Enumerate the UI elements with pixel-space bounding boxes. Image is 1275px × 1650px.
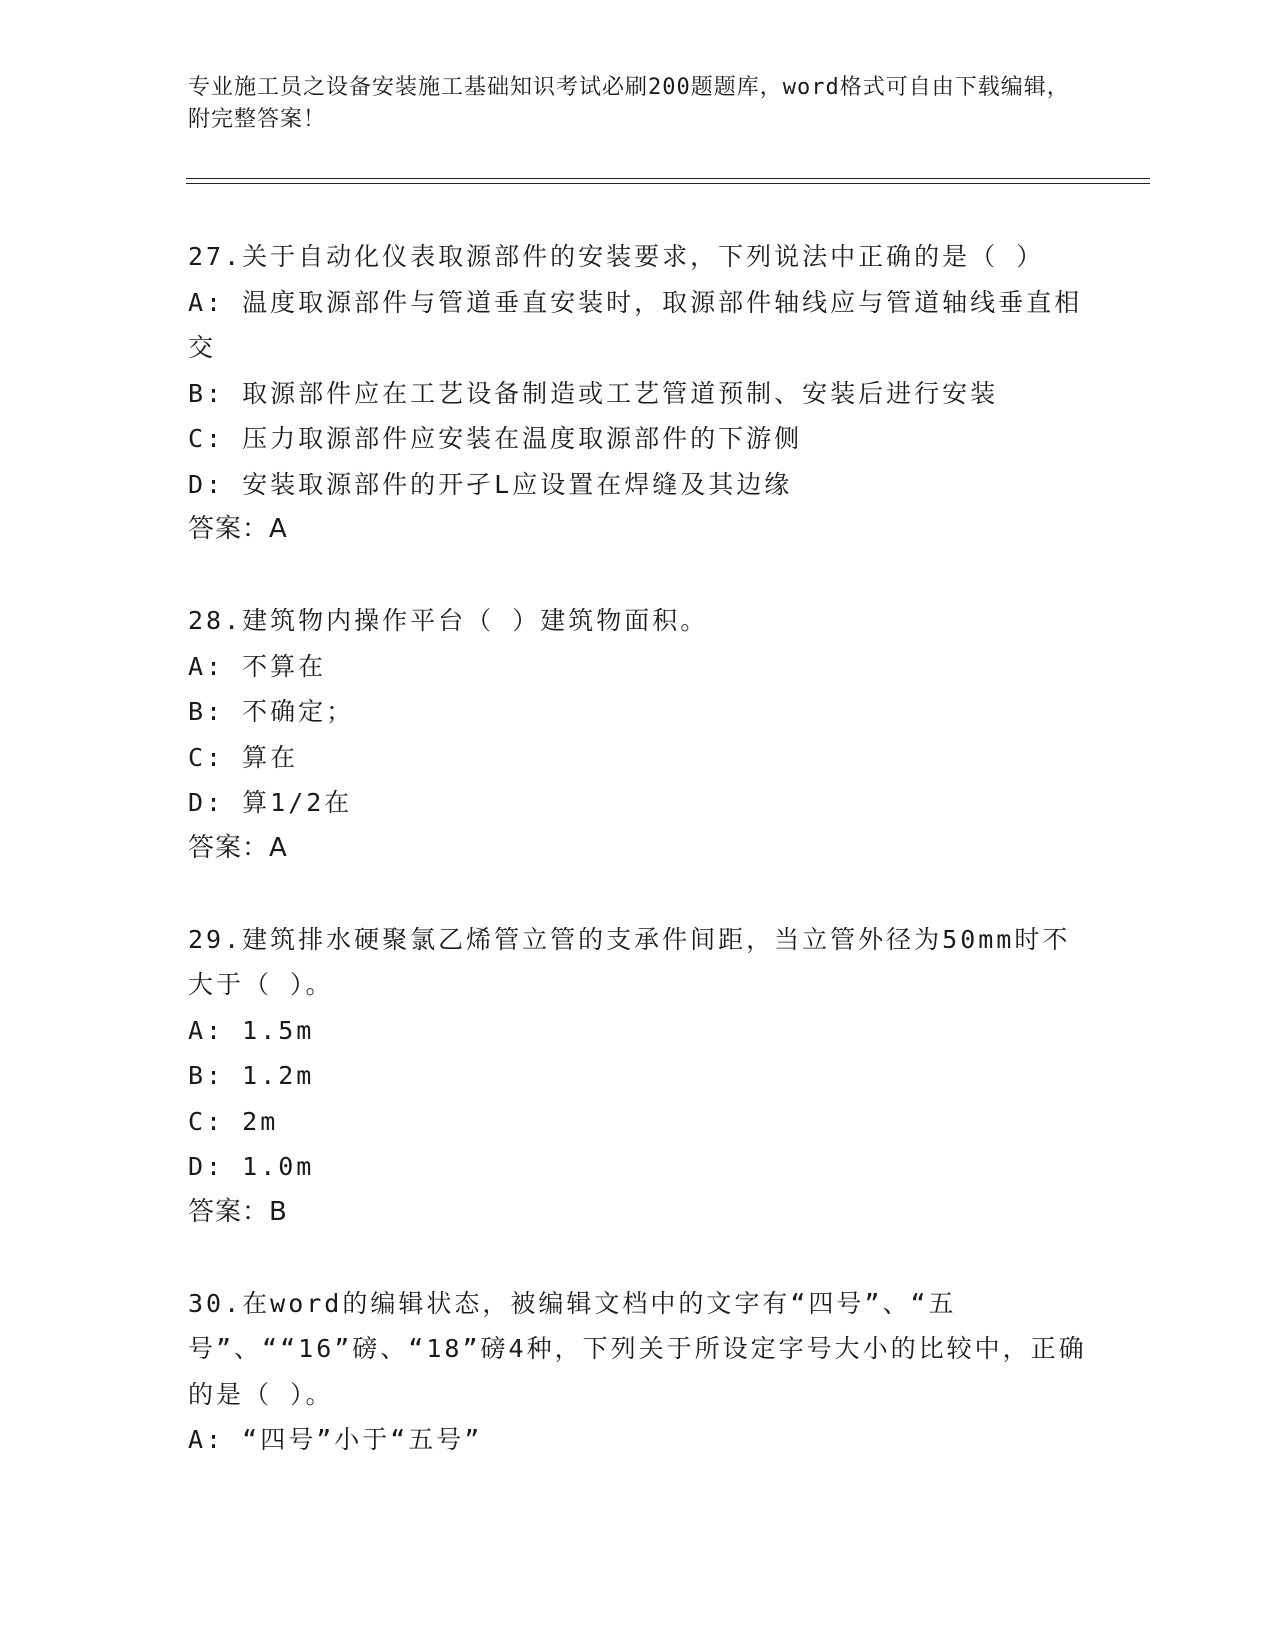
- option-c: C: 压力取源部件应安装在温度取源部件的下游侧: [188, 424, 803, 453]
- question-28: [188, 598, 1088, 917]
- option-c: C: 算在: [188, 742, 299, 772]
- option-a: A: 温度取源部件与管道垂直安装时，取源部件轴线应与管道轴线垂直相交: [188, 287, 1083, 362]
- option-b: B: 1.2m: [188, 1061, 315, 1090]
- header-rule-top: [186, 178, 1150, 179]
- question-spacer: [188, 1235, 1088, 1281]
- question-30: [188, 1281, 1088, 1463]
- header-title: 专业施工员之设备安装施工基础知识考试必刷200题题库，word格式可自由下载编辑，附完整答案！: [188, 75, 1070, 132]
- option-a: A: 不算在: [188, 651, 327, 681]
- option-b: B: 取源部件应在工艺设备制造或工艺管道预制、安装后进行安装: [188, 378, 999, 408]
- question-stem: 27.关于自动化仪表取源部件的安装要求，下列说法中正确的是（ ）: [188, 242, 1045, 271]
- option-d: D: 算1/2在: [188, 788, 353, 817]
- option-d: D: 安装取源部件的开孑L应设置在焊缝及其边缘: [188, 469, 793, 499]
- header-rule-bottom: [186, 183, 1150, 184]
- question-29: [188, 917, 1088, 1281]
- option-b: B: 不确定；: [188, 697, 355, 726]
- option-c: C: 2m: [188, 1106, 279, 1136]
- question-answer: 答案：B: [188, 1196, 288, 1227]
- option-d: D: 1.0m: [188, 1152, 315, 1181]
- question-answer: 答案：A: [188, 514, 288, 544]
- question-list: [188, 234, 1088, 1463]
- question-answer: 答案：A: [188, 832, 288, 863]
- question-stem: 29.建筑排水硬聚氯乙烯管立管的支承件间距，当立管外径为50mm时不大于（ ）。: [188, 924, 1071, 999]
- document-header: [188, 72, 1088, 136]
- question-27: [188, 234, 1088, 598]
- question-spacer: [188, 871, 1088, 917]
- option-a: A: 1.5m: [188, 1015, 315, 1045]
- option-a: A: “四号”小于“五号”: [188, 1425, 483, 1454]
- question-spacer: [188, 553, 1088, 599]
- question-stem: 30.在word的编辑状态，被编辑文档中的文字有“四号”、“五号”、““16”磅、“18”磅4种，下列关于所设定字号大小的比较中，正确的是（ ）。: [188, 1288, 1087, 1409]
- question-stem: 28.建筑物内操作平台（ ）建筑物面积。: [188, 606, 709, 635]
